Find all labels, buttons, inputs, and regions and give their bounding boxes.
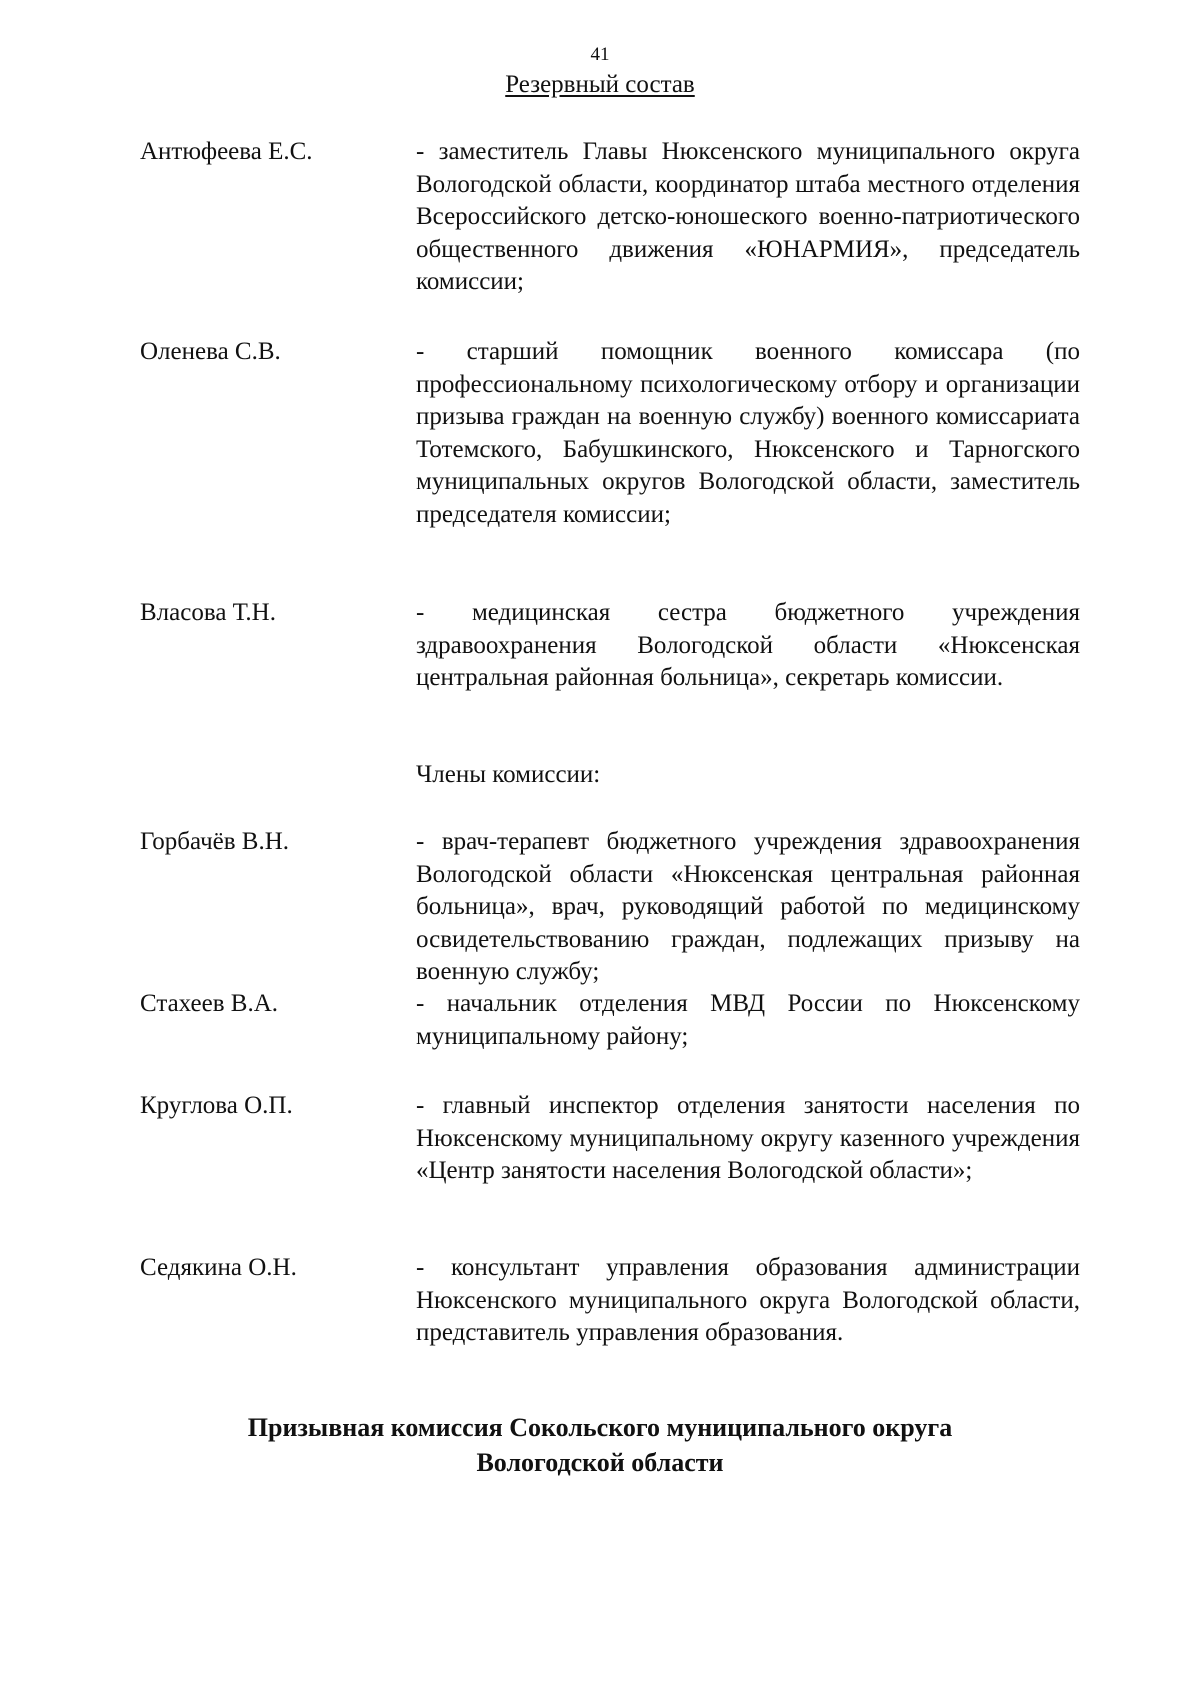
person-name: Стахеев В.А.: [140, 990, 279, 1017]
next-section-title-line: Призывная комиссия Сокольского муниципального округа: [247, 1413, 953, 1442]
person-name: Оленева С.В.: [140, 338, 281, 365]
person-name: Седякина О.Н.: [140, 1254, 297, 1281]
person-name: Круглова О.П.: [140, 1092, 293, 1119]
person-name: Власова Т.Н.: [140, 599, 276, 626]
person-position: - медицинская сестра бюджетного учреждения здравоохранения Вологодской области «Нюксенская центральная районная больница», секретарь комиссии.: [416, 599, 1080, 691]
person-position: - главный инспектор отделения занятости населения по Нюксенскому муниципальному округу казенного учреждения «Центр занятости населения Вологодской области»;: [416, 1092, 1080, 1184]
person-name: Антюфеева Е.С.: [140, 138, 313, 165]
person-name: Горбачёв В.Н.: [140, 828, 290, 855]
next-section-title: [0, 1410, 1200, 1480]
section-title-text: Резервный состав: [505, 71, 695, 98]
person-position: - заместитель Главы Нюксенского муниципального округа Вологодской области, координатор штаба местного отделения Всероссийского детско-юношеского военно-патриотического общественного движения «ЮНАРМИЯ», председатель комиссии;: [416, 138, 1080, 295]
next-section-title-line: Вологодской области: [476, 1448, 724, 1477]
person-position: - врач-терапевт бюджетного учреждения здравоохранения Вологодской области «Нюксенская центральная районная больница», врач, руководящий работой по медицинскому освидетельствованию граждан, подлежащих призыву на военную службу;: [416, 828, 1080, 985]
members-heading: Члены комиссии:: [416, 761, 601, 788]
page-number: 41: [590, 44, 610, 65]
person-position: - старший помощник военного комиссара (по профессиональному психологическому отбору и организации призыва граждан на военную службу) военного комиссариата Тотемского, Бабушкинского, Нюксенского и Тарногского муниципальных округов Вологодской области, заместитель председателя комиссии;: [416, 338, 1080, 528]
section-title: [0, 69, 1200, 101]
person-position: - начальник отделения МВД России по Нюксенскому муниципальному району;: [416, 990, 1080, 1050]
person-position: - консультант управления образования администрации Нюксенского муниципального округа Вологодской области, представитель управления образования.: [416, 1254, 1080, 1346]
